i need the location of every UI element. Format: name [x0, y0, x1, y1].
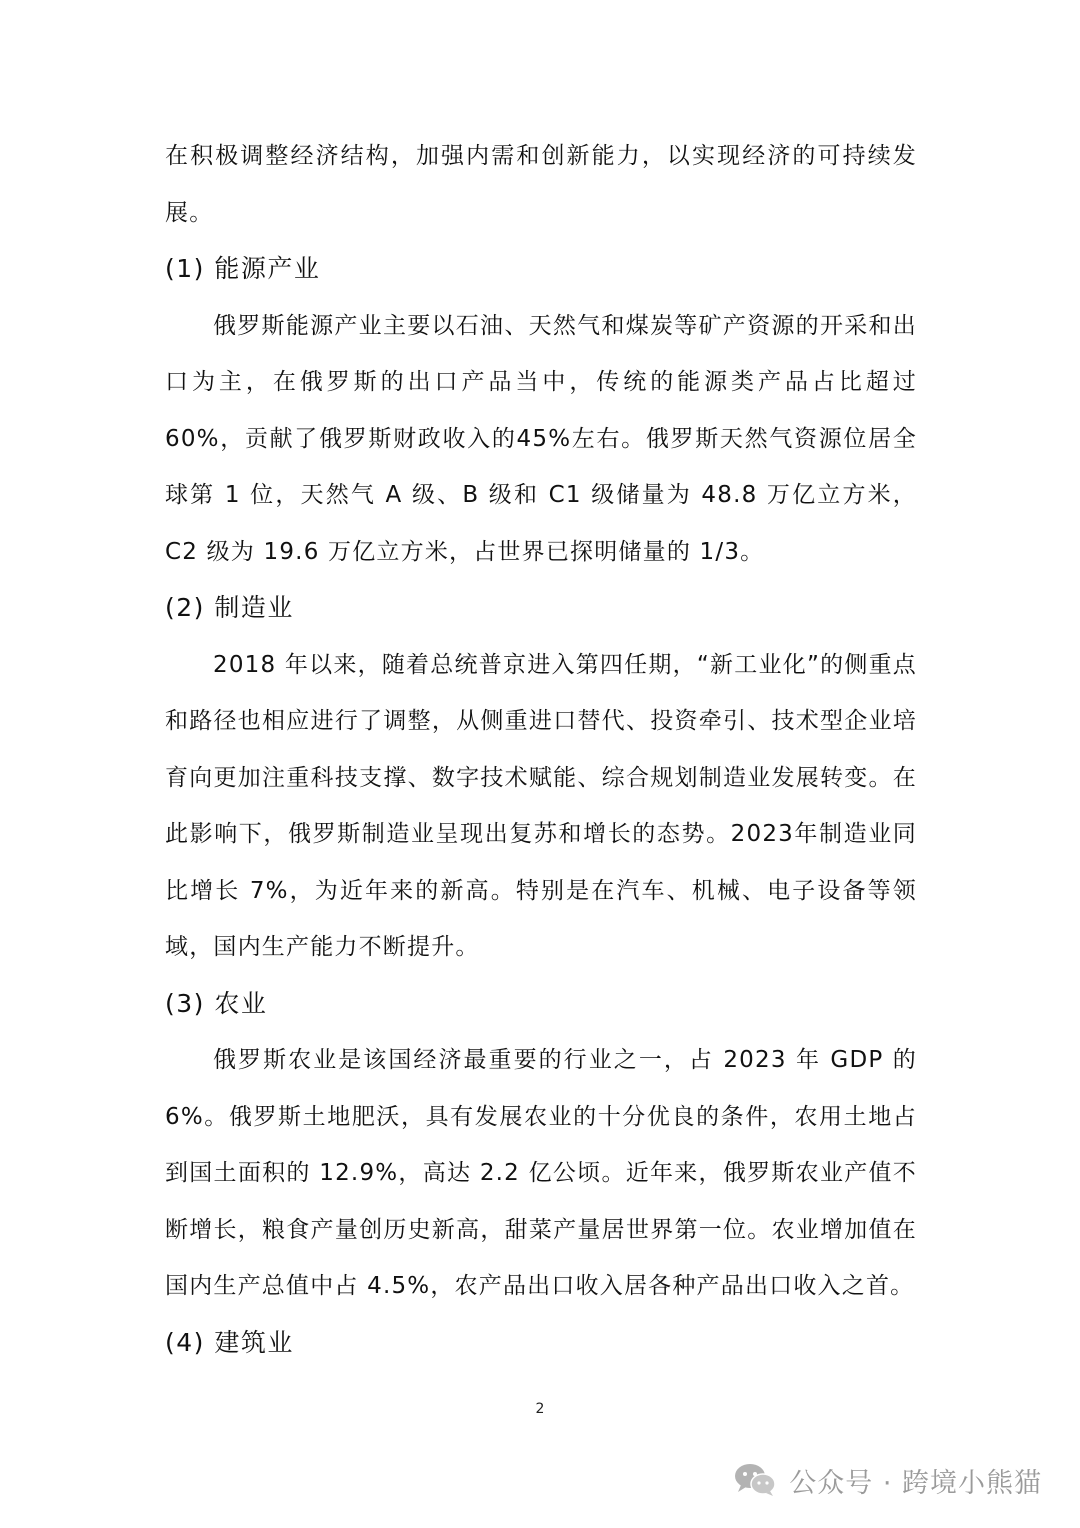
paragraph-agriculture: 俄罗斯农业是该国经济最重要的行业之一，占 2023 年 GDP 的 6%。俄罗斯土地肥沃，具有发展农业的十分优良的条件，农用土地占到国土面积的 12.9%，高达 2.2 亿公顷。近年来，俄罗斯农业产值不断增长，粮食产量创历史新高，甜菜产量居世界第一位。农业增加值在国内生产总值中占 4.5%，农产品出口收入居各种产品出口收入之首。	[165, 1047, 917, 1299]
paragraph-manufacturing: 2018 年以来，随着总统普京进入第四任期，“新工业化”的侧重点和路径也相应进行了调整，从侧重进口替代、投资牵引、技术型企业培育向更加注重科技支撑、数字技术赋能、综合规划制造业发展转变。在此影响下，俄罗斯制造业呈现出复苏和增长的态势。2023年制造业同比增长 7%，为近年来的新高。特别是在汽车、机械、电子设备等领域，国内生产能力不断提升。	[165, 651, 917, 960]
section-heading-agriculture: (3) 农业	[165, 988, 268, 1018]
wechat-icon	[733, 1462, 777, 1498]
document-body	[165, 128, 917, 1371]
section-heading-manufacturing: (2) 制造业	[165, 593, 294, 622]
page-number: 2	[535, 1401, 545, 1417]
paragraph-intro-continuation: 在积极调整经济结构，加强内需和创新能力，以实现经济的可持续发展。	[165, 143, 917, 226]
section-heading-construction: (4) 建筑业	[165, 1327, 294, 1357]
section-heading-energy: (1) 能源产业	[165, 254, 321, 283]
watermark-text: 公众号 · 跨境小熊猫	[789, 1467, 1042, 1499]
paragraph-energy: 俄罗斯能源产业主要以石油、天然气和煤炭等矿产资源的开采和出口为主，在俄罗斯的出口产品当中，传统的能源类产品占比超过60%，贡献了俄罗斯财政收入的45%左右。俄罗斯天然气资源位居全球第 1 位，天然气 A 级、B 级和 C1 级储量为 48.8 万亿立方米，C2 级为 19.6 万亿立方米，占世界已探明储量的 1/3。	[165, 312, 917, 565]
watermark	[733, 1456, 1042, 1504]
